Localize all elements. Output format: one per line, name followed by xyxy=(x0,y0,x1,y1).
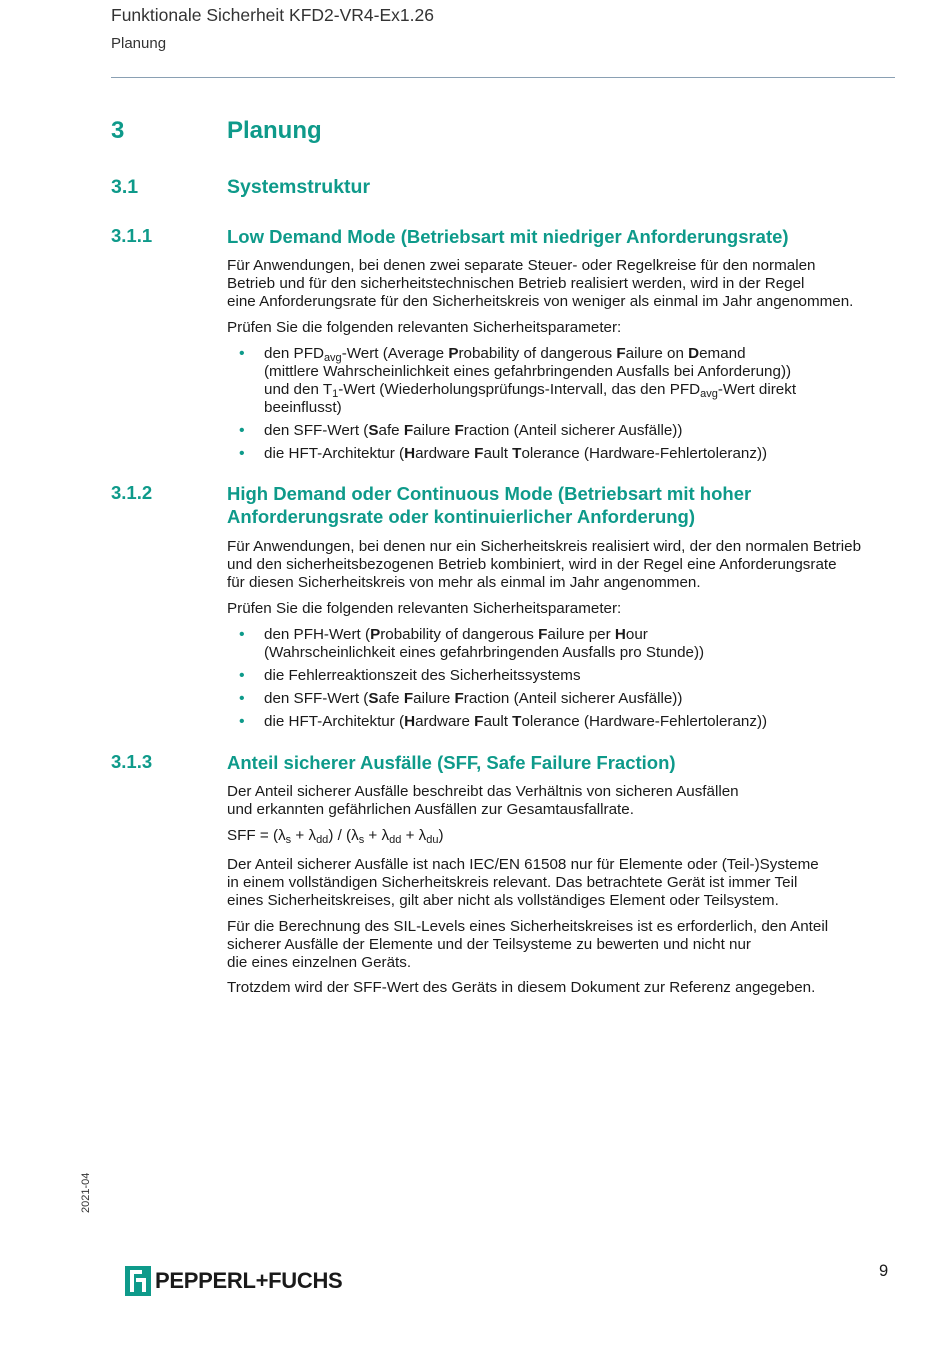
text-line: Für Anwendungen, bei denen zwei separate Steuer- oder Regelkreise für den normalen xyxy=(227,257,816,274)
paragraph-sil-calculation xyxy=(227,918,897,972)
list-item: • die HFT-Architektur (Hardware Fault Tolerance (Hardware-Fehlertoleranz)) xyxy=(239,713,768,730)
bullet-icon: • xyxy=(239,626,245,643)
list-item: • den SFF-Wert (Safe Failure Fraction (Anteil sicherer Ausfälle)) xyxy=(239,422,683,439)
subsection-title: High Demand oder Continuous Mode (Betriebsart mit hoher Anforderungsrate oder kontinuierlicher Anforderung) xyxy=(227,483,752,527)
subsection-title: Anteil sicherer Ausfälle (SFF, Safe Failure Fraction) xyxy=(227,752,676,773)
text-line: Für die Berechnung des SIL-Levels eines Sicherheitskreises ist es erforderlich, den Anteil xyxy=(227,918,829,935)
subsection-number: 3.1.3 xyxy=(111,751,153,772)
page-number: 9 xyxy=(879,1262,889,1280)
list-item: • die HFT-Architektur (Hardware Fault Tolerance (Hardware-Fehlertoleranz)) xyxy=(239,445,768,462)
list-item: • den $PFD_{avg}$-Wert (Average Probability of dangerous Failure on Demand (mittlere Wahrscheinlichkeit eines gefahrbringenden Ausfalls bei Anforderung)) und den $T_1$-Wert (Wiederholungsprüfungs-Intervall, das den $PFD_{avg}$-Wert direkt beeinflusst) xyxy=(239,345,797,416)
subsection-title: Low Demand Mode (Betriebsart mit niedriger Anforderungsrate) xyxy=(227,226,789,247)
text-line: und erkannten gefährlichen Ausfällen zur Gesamtausfallrate. xyxy=(227,801,634,818)
bullet-icon: • xyxy=(239,667,245,684)
parameter-list-low-demand xyxy=(227,345,897,468)
chapter-title: Planung xyxy=(227,117,322,144)
document-title: Funktionale Sicherheit KFD2-VR4-Ex1.26 xyxy=(111,5,434,25)
list-item: • die Fehlerreaktionszeit des Sicherheitssystems xyxy=(239,667,581,684)
text-line: in einem vollständigen Sicherheitskreis relevant. Das betrachtete Gerät ist immer Teil xyxy=(227,874,798,891)
bullet-icon: • xyxy=(239,422,245,439)
text-line: für diesen Sicherheitskreis von mehr als einmal im Jahr angenommen. xyxy=(227,574,701,591)
bullet-icon: • xyxy=(239,445,245,462)
parameters-intro: Prüfen Sie die folgenden relevanten Sicherheitsparameter: xyxy=(227,600,622,617)
logo-mark-icon xyxy=(125,1266,151,1296)
text-line: und den sicherheitsbezogenen Betrieb kombiniert, wird in der Regel eine Anforderungsrate xyxy=(227,556,837,573)
paragraph-low-demand xyxy=(227,257,897,311)
company-logo xyxy=(125,1265,342,1297)
text-line: eine Anforderungsrate für den Sicherheitskreis von weniger als einmal im Jahr angenommen. xyxy=(227,293,854,310)
text-line: Der Anteil sicherer Ausfälle ist nach IEC/EN 61508 nur für Elemente oder (Teil-)Systeme xyxy=(227,856,819,873)
parameter-list-high-demand xyxy=(227,626,897,736)
text-line: Der Anteil sicherer Ausfälle beschreibt das Verhältnis von sicheren Ausfällen xyxy=(227,783,739,800)
paragraph-sff-definition xyxy=(227,783,897,819)
header-divider xyxy=(111,77,895,78)
document-subtitle: Planung xyxy=(111,35,167,52)
paragraph-sff-relevance xyxy=(227,856,897,910)
paragraph-high-demand xyxy=(227,538,897,592)
paragraph-reference-note: Trotzdem wird der SFF-Wert des Geräts in diesem Dokument zur Referenz angegeben. xyxy=(227,979,816,996)
text-line: Für Anwendungen, bei denen nur ein Sicherheitskreis realisiert wird, der den normalen Betrieb xyxy=(227,538,862,555)
subsection-number: 3.1.1 xyxy=(111,225,153,246)
list-item: • den PFH-Wert (Probability of dangerous Failure per Hour (Wahrscheinlichkeit eines gefahrbringenden Ausfalls pro Stunde)) xyxy=(239,626,705,661)
chapter-number: 3 xyxy=(111,117,125,144)
list-item: • den SFF-Wert (Safe Failure Fraction (Anteil sicherer Ausfälle)) xyxy=(239,690,683,707)
text-line: die eines einzelnen Geräts. xyxy=(227,954,412,971)
text-line: sicherer Ausfälle der Elemente und der Teilsysteme zu bewerten und nicht nur xyxy=(227,936,751,953)
text-line: Betrieb und für den sicherheitstechnischen Betrieb realisiert werden, wird in der Regel xyxy=(227,275,805,292)
bullet-icon: • xyxy=(239,345,245,362)
sff-formula: SFF = $(\lambda_s + \lambda_{dd}) / (\lambda_s + \lambda_{dd} + \lambda_{du})$ xyxy=(227,827,444,846)
text-line: eines Sicherheitskreises, gilt aber nicht als vollständiges Element oder Teilsystem. xyxy=(227,892,779,909)
parameters-intro: Prüfen Sie die folgenden relevanten Sicherheitsparameter: xyxy=(227,319,622,336)
subsection-number: 3.1.2 xyxy=(111,482,153,503)
bullet-icon: • xyxy=(239,713,245,730)
section-title: Systemstruktur xyxy=(227,176,371,198)
logo-text: PEPPERL+FUCHS xyxy=(155,1268,343,1293)
section-number: 3.1 xyxy=(111,176,139,198)
bullet-icon: • xyxy=(239,690,245,707)
publication-date: 2021-04 xyxy=(80,1172,92,1213)
